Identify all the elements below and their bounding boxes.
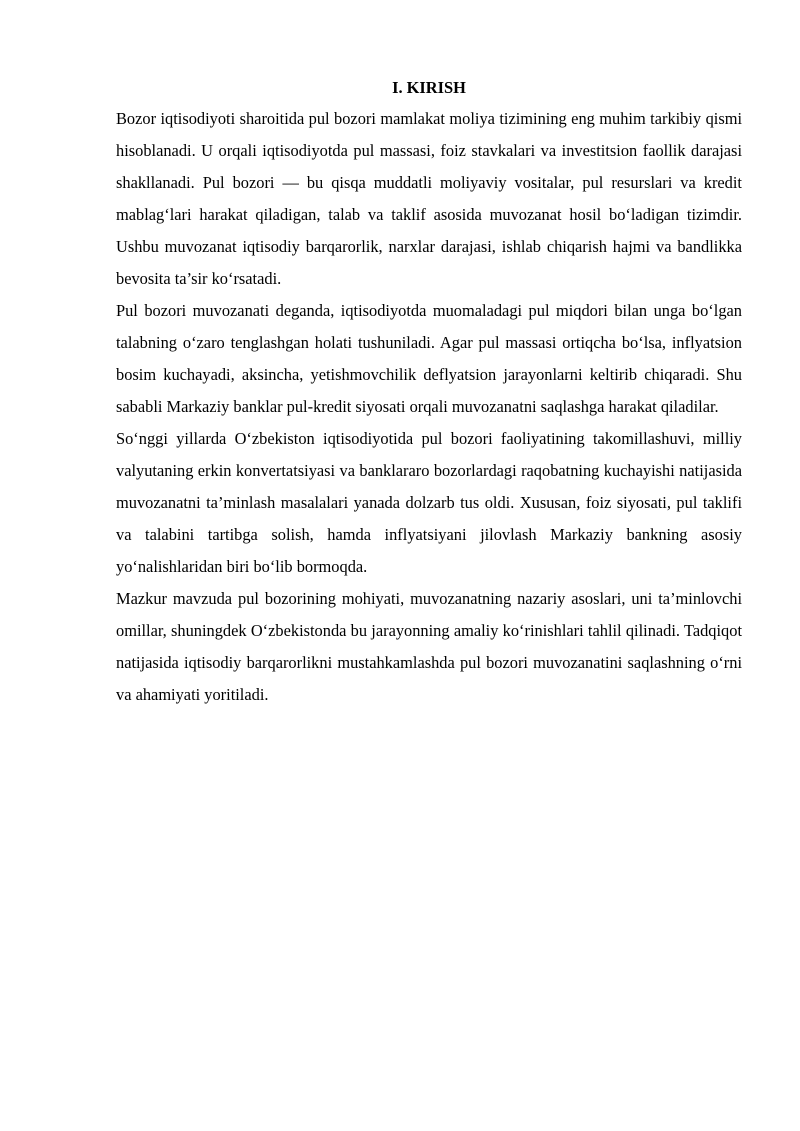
paragraph-4: Mazkur mavzuda pul bozorining mohiyati, muvozanatning nazariy asoslari, uni ta’minlovchi omillar, shuningdek O‘zbekistonda bu jarayonning amaliy ko‘rinishlari tahlil qilinadi. Tadqiqot natijasida iqtisodiy barqarorlikni mustahkamlashda pul bozori muvozanatini saqlashning o‘rni va ahamiyati yoritiladi. — [116, 589, 742, 704]
paragraph-3: So‘nggi yillarda O‘zbekiston iqtisodiyotida pul bozori faoliyatining takomillashuvi, milliy valyutaning erkin konvertatsiyasi va banklararo bozorlardagi raqobatning kuchayishi natijasida muvozanatni ta’minlash masalalari yanada dolzarb tus oldi. Xususan, foiz siyosati, pul taklifi va talabini tartibga solish, hamda inflyatsiyani jilovlash Markaziy bankning asosiy yo‘nalishlaridan biri bo‘lib bormoqda. — [116, 429, 742, 576]
section-title: I. KIRISH — [392, 78, 466, 97]
document-body — [116, 75, 742, 711]
paragraph-2: Pul bozori muvozanati deganda, iqtisodiyotda muomaladagi pul miqdori bilan unga bo‘lgan talabning o‘zaro tenglashgan holati tushuniladi. Agar pul massasi ortiqcha bo‘lsa, inflyatsion bosim kuchayadi, aksincha, yetishmovchilik deflyatsion jarayonlarni keltirib chiqaradi. Shu sababli Markaziy banklar pul-kredit siyosati orqali muvozanatni saqlashga harakat qiladilar. — [116, 301, 742, 416]
paragraph-1: Bozor iqtisodiyoti sharoitida pul bozori mamlakat moliya tizimining eng muhim tarkibiy qismi hisoblanadi. U orqali iqtisodiyotda pul massasi, foiz stavkalari va investitsion faollik darajasi shakllanadi. Pul bozori — bu qisqa muddatli moliyaviy vositalar, pul resurslari va kredit mablag‘lari harakat qiladigan, talab va taklif asosida muvozanat hosil bo‘ladigan tizimdir. Ushbu muvozanat iqtisodiy barqarorlik, narxlar darajasi, ishlab chiqarish hajmi va bandlikka bevosita ta’sir ko‘rsatadi. — [116, 109, 742, 288]
